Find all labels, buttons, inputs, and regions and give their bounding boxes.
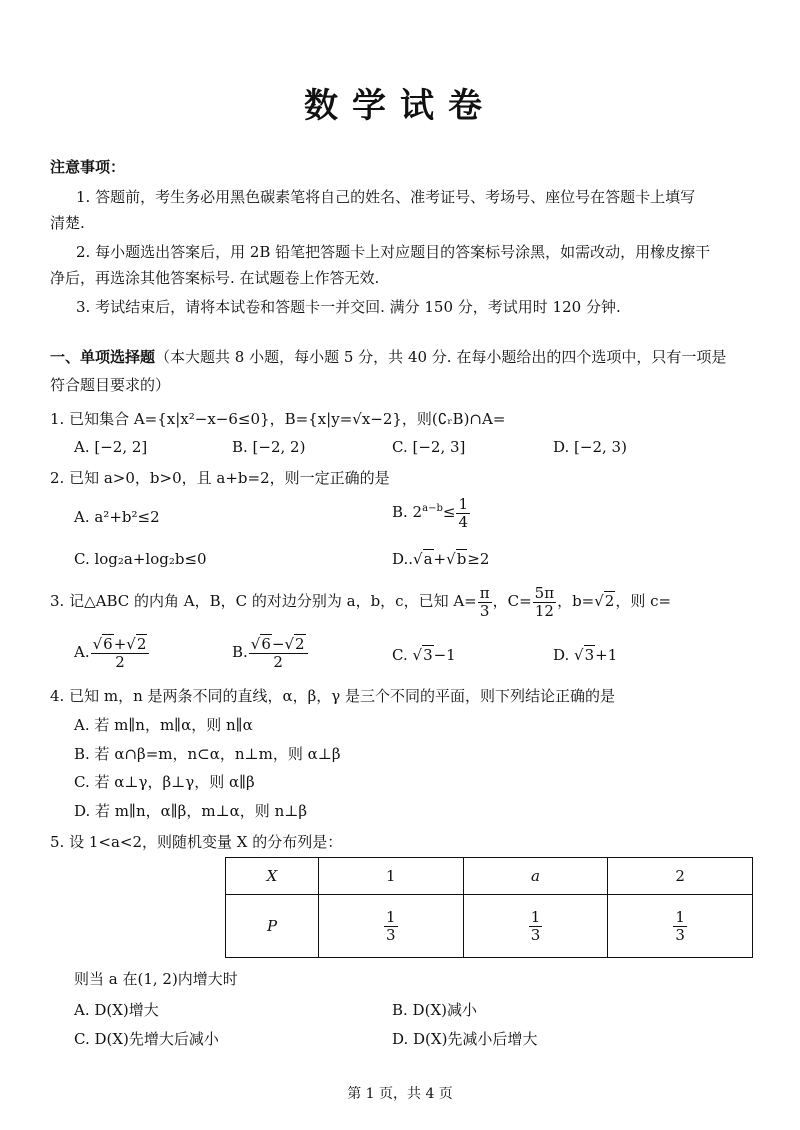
- question-3-option-b: [232, 636, 309, 670]
- option-d-tail: ≥2: [467, 550, 490, 568]
- question-1-option-c: C. [−2, 3]: [392, 438, 466, 456]
- question-2-option-d: [392, 550, 489, 568]
- question-4-option-d: D. 若 m∥n，α∥β，m⊥α，则 n⊥β: [74, 802, 308, 820]
- table-cell: [319, 895, 464, 958]
- sqrt-icon: √: [250, 635, 261, 653]
- angle-c-fraction: [533, 585, 556, 619]
- radicand: 3: [584, 646, 595, 664]
- radicand: 2: [604, 592, 615, 610]
- table-cell: a: [463, 858, 608, 895]
- option-tail: +1: [595, 646, 618, 664]
- fraction-denominator: 12: [534, 601, 554, 620]
- fraction-numerator: 1: [386, 908, 396, 926]
- option-label: D.: [553, 646, 570, 664]
- fraction-numerator: 1: [458, 495, 468, 513]
- option-d-label: D..: [392, 550, 414, 568]
- distribution-table: [225, 857, 753, 958]
- question-3-option-c: [392, 646, 456, 664]
- option-b-fraction: [456, 496, 470, 530]
- section-1-heading: 一、单项选择题: [50, 348, 156, 366]
- sqrt-icon: √: [574, 646, 584, 664]
- option-b-exponent: a−b: [422, 503, 443, 514]
- question-1-option-b: B. [−2, 2): [232, 438, 306, 456]
- question-2-stem: 2. 已知 a>0，b>0，且 a+b=2，则一定正确的是: [50, 469, 390, 487]
- radicand-b: b: [456, 550, 467, 568]
- fraction-numerator: 1: [675, 908, 685, 926]
- radicand: 2: [136, 635, 147, 653]
- question-4-stem: 4. 已知 m，n 是两条不同的直线，α，β，γ 是三个不同的平面，则下列结论正确的是: [50, 687, 616, 705]
- table-cell: P: [226, 895, 319, 958]
- option-b-base: B. 2: [392, 503, 423, 521]
- question-4-option-a: A. 若 m∥n，m∥α，则 n∥α: [74, 716, 253, 734]
- fraction-numerator: 5π: [534, 584, 555, 602]
- option-fraction: [91, 636, 150, 670]
- option-tail: −1: [433, 646, 456, 664]
- fraction-numerator: π: [479, 584, 490, 602]
- option-fraction: [249, 636, 308, 670]
- table-cell: X: [226, 858, 319, 895]
- fraction-denominator: 2: [115, 652, 125, 671]
- question-3-stem: [50, 585, 671, 619]
- question-2-option-a: A. a²+b²≤2: [74, 508, 160, 526]
- radicand: 6: [103, 635, 113, 653]
- sqrt-icon: √: [284, 635, 295, 653]
- probability-fraction: [673, 909, 687, 943]
- sqrt-icon: √: [412, 646, 423, 664]
- question-3-option-d: [553, 646, 617, 664]
- radicand: 3: [423, 646, 433, 664]
- notice-item-2: 2. 每小题选出答案后，用 2B 铅笔把答题卡上对应题目的答案标号涂黑，如需改动，用橡皮擦干: [76, 243, 711, 261]
- option-label: C.: [392, 646, 408, 664]
- question-5-stem: 5. 设 1<a<2，则随机变量 X 的分布列是：: [50, 833, 343, 851]
- sqrt-icon: √: [126, 635, 136, 653]
- stem-text: 3. 记△ABC 的内角 A，B，C 的对边分别为 a，b，c，已知 A=: [50, 592, 477, 610]
- question-1-option-d: D. [−2, 3): [553, 438, 627, 456]
- probability-fraction: [529, 909, 543, 943]
- operator: +: [113, 635, 127, 653]
- radicand: 6: [261, 635, 271, 653]
- fraction-denominator: 4: [458, 512, 468, 531]
- fraction-denominator: 3: [479, 601, 490, 620]
- stem-text: ，C=: [492, 592, 532, 610]
- fraction-numerator: [249, 636, 308, 654]
- option-b-relation: ≤: [442, 503, 456, 521]
- question-5-option-c: C. D(X)先增大后减小: [74, 1030, 219, 1048]
- table-cell: [608, 895, 753, 958]
- sqrt-icon: √: [446, 550, 456, 568]
- question-5-follow: 则当 a 在(1, 2)内增大时: [74, 970, 238, 988]
- section-1-header: [50, 346, 726, 367]
- stem-text: ，则 c=: [615, 592, 672, 610]
- page-title: 数学试卷: [304, 86, 496, 126]
- question-4-option-c: C. 若 α⊥γ，β⊥γ，则 α∥β: [74, 773, 255, 791]
- fraction-denominator: 3: [675, 925, 685, 944]
- question-2-option-c: C. log₂a+log₂b≤0: [74, 550, 207, 568]
- notice-item-2-cont: 净后，再选涂其他答案标号. 在试题卷上作答无效.: [50, 269, 380, 287]
- table-row: [226, 858, 753, 895]
- radicand: 2: [295, 635, 305, 653]
- question-1-option-a: A. [−2, 2]: [74, 438, 148, 456]
- section-1-desc-cont: 符合题目要求的）: [50, 376, 171, 394]
- fraction-numerator: 1: [530, 908, 541, 926]
- notice-heading: 注意事项：: [50, 158, 126, 176]
- table-cell: 1: [319, 858, 464, 895]
- notice-item-3: 3. 考试结束后，请将本试卷和答题卡一并交回. 满分 150 分，考试用时 120 分钟.: [76, 298, 621, 316]
- sqrt-icon: √: [92, 635, 103, 653]
- angle-a-fraction: [478, 585, 492, 619]
- option-label: A.: [74, 643, 90, 661]
- notice-item-1: 1. 答题前，考生务必用黑色碳素笔将自己的姓名、准考证号、考场号、座位号在答题卡上填写: [76, 188, 696, 206]
- notice-item-1-cont: 清楚.: [50, 214, 85, 232]
- stem-text: ，b=: [557, 592, 595, 610]
- question-5-option-a: A. D(X)增大: [74, 1001, 159, 1019]
- operator: −: [271, 635, 285, 653]
- plus-sign: +: [433, 550, 447, 568]
- fraction-denominator: 3: [530, 925, 541, 944]
- table-cell: [463, 895, 608, 958]
- question-4-option-b: B. 若 α∩β=m，n⊂α，n⊥m，则 α⊥β: [74, 745, 341, 763]
- question-3-option-a: [74, 636, 150, 670]
- table-cell: 2: [608, 858, 753, 895]
- fraction-numerator: [91, 636, 150, 654]
- table-row: [226, 895, 753, 958]
- fraction-denominator: 3: [386, 925, 396, 944]
- section-1-desc: （本大题共 8 小题，每小题 5 分，共 40 分. 在每小题给出的四个选项中，只有一项是: [155, 348, 727, 366]
- question-5-option-b: B. D(X)减小: [392, 1001, 477, 1019]
- option-label: B.: [232, 643, 248, 661]
- question-2-option-b: [392, 496, 471, 530]
- sqrt-icon: √: [413, 550, 423, 568]
- probability-fraction: [384, 909, 398, 943]
- question-5-option-d: D. D(X)先减小后增大: [392, 1030, 538, 1048]
- fraction-denominator: 2: [273, 652, 283, 671]
- radicand-a: a: [423, 550, 433, 568]
- question-1-stem: 1. 已知集合 A={x|x²−x−6≤0}，B={x|y=√x−2}，则(∁ᵣB)∩A=: [50, 410, 506, 428]
- sqrt-icon: √: [594, 592, 604, 610]
- page-footer: 第 1 页，共 4 页: [347, 1086, 453, 1102]
